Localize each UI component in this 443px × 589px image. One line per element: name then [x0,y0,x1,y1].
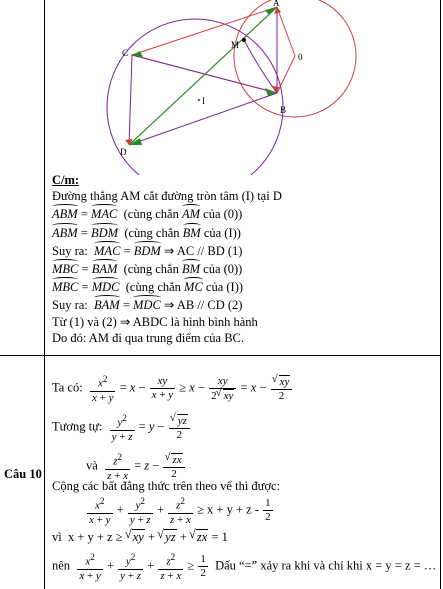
geometry-figure [48,0,443,175]
cau-10-section [0,355,443,589]
label-i: I [202,96,205,106]
label-o: 0 [298,52,303,62]
proof-line-2: ABM = MAC (cùng chắn AM của (0)) [52,204,442,222]
proof-line-6: MBC = MDC (cùng chắn MC của (I)) [52,277,442,295]
cong-line: Cộng các bất đẳng thức trên theo vế thì được: [52,479,281,493]
proof-line-7: Suy ra: BAM = MDC ⇒ AB // CD (2) [52,295,442,313]
line-am-d [129,7,277,145]
circle-o [234,0,356,117]
label-c: C [122,48,129,58]
circle-i [107,19,283,175]
proof-line-3: ABM = BDM (cùng chắn BM của (I)) [52,223,442,241]
segment-cd [129,55,132,145]
proof-line-8: Từ (1) và (2) ⇒ ABDC là hình bình hành [52,314,258,329]
label-d: D [120,147,127,157]
va-line: và $\frac{z^2}{z + x}$ = z − √ $\frac{zx}{2}$ [86,451,186,483]
label-b: B [280,105,287,115]
label-a: A [273,0,280,8]
proof-text [52,172,442,346]
proof-line-5: MBC = BAM (cùng chắn BM của (0)) [52,259,442,277]
label-m: M [231,40,240,50]
sum-line: $\frac{x^2}{x + y}$ + $\frac{y^2}{y + z}$ + $\frac{z^2}{z + x}$ ≥ x + y + z - $\frac{1}{2}$ [89,496,271,526]
proof-line-4: Suy ra: MAC = BDM ⇒ AC // BD (1) [52,241,442,259]
proof-line-9: Do đó: AM đi qua trung điểm của BC. [52,330,244,345]
proof-line-1: Đường thẳng AM cắt đường tròn tâm (I) tại D [52,189,282,204]
proof-heading: C/m: [52,173,80,187]
ta-co-line: Ta có: $\frac{x^2}{x + y}$ = x − $\frac{xy}{x + y}$ ≥ x − $\frac{xy}{2√ xy}$ = x − √ $\frac{xy}{2}$ [52,373,293,405]
tuong-tu-line: Tương tự: $\frac{y^2}{y + z}$ = y − √ $\frac{yz}{2}$ [52,412,191,444]
vi-line: vì x + y + z ≥ √ xy + √ yz + √ zx = 1 [52,529,228,545]
question-label: Câu 10 [4,467,42,481]
nen-line: nên $\frac{x^2}{x + y}$ + $\frac{y^2}{y + z}$ + $\frac{z^2}{z + x}$ ≥ $\frac{1}{2}$ Dấu “=” xảy ra khi và chỉ khi x = y = z = … [52,552,437,582]
